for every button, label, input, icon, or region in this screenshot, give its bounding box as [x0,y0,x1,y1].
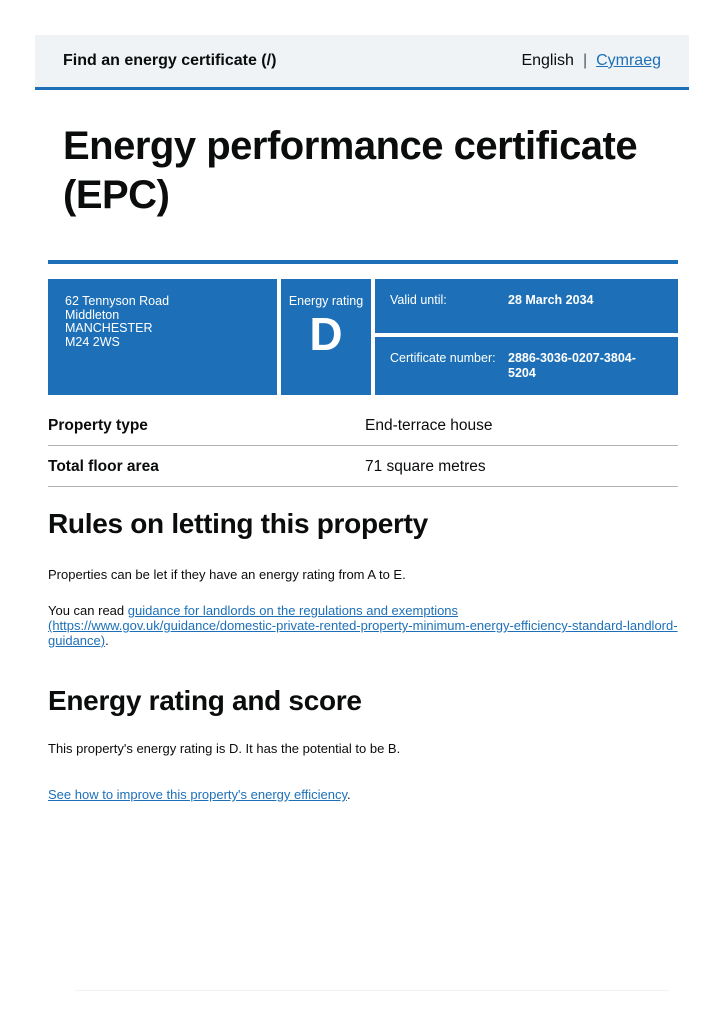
page-title: Energy performance certificate (EPC) [63,124,638,217]
improve-efficiency-link[interactable]: See how to improve this property's energy efficiency [48,787,347,802]
valid-until-box [375,279,678,333]
energy-rating-label: Energy rating [288,294,364,308]
table-row-floor-area [48,446,678,487]
address-line-3: MANCHESTER [65,321,153,335]
language-link-cymraeg[interactable]: Cymraeg [596,52,661,69]
rules-paragraph: Properties can be let if they have an energy rating from A to E. [48,567,406,582]
language-current: English [521,52,574,69]
rating-section-heading: Energy rating and score [48,685,362,716]
guidance-paragraph [48,603,678,648]
site-header [35,35,689,90]
floor-area-value: 71 square metres [365,458,486,475]
service-name-text: Find an energy certificate [63,52,257,69]
service-url-suffix: (/) [256,52,277,69]
language-switcher [521,52,661,70]
property-address [48,279,277,395]
rating-summary-paragraph: This property's energy rating is D. It has the potential to be B. [48,741,401,756]
improve-suffix: . [346,787,351,802]
main-content [48,122,678,802]
address-line-1: 62 Tennyson Road [65,294,170,308]
table-row-property-type [48,405,678,446]
section-rule [48,260,678,264]
certificate-number-value: 2886-3036-0207-3804-5204 [508,351,636,380]
valid-until-value: 28 March 2034 [508,293,594,307]
floor-area-label: Total floor area [48,458,159,475]
valid-until-label: Valid until: [390,293,447,307]
address-line-4: M24 2WS [65,334,120,349]
guidance-prefix: You can read [48,603,128,618]
address-line-2: Middleton [65,307,120,322]
certificate-number-label: Certificate number: [390,351,496,365]
energy-rating-box [281,279,371,395]
property-type-label: Property type [48,417,148,434]
page-bottom-divider [75,990,669,991]
improve-paragraph [48,787,678,802]
certificate-number-box [375,337,678,395]
energy-rating-value: D [309,308,343,360]
certificate-summary-banner [48,279,678,388]
landlord-guidance-link[interactable]: guidance for landlords on the regulations and exemptions (https://www.gov.uk/guidance/domestic-private-rented-property-minimum-energy-efficiency-standard-landlord-guidance) [48,603,678,648]
service-name-link[interactable] [63,52,276,70]
rules-section-heading: Rules on letting this property [48,508,428,539]
certificate-meta-column [375,279,678,395]
guidance-suffix: . [105,633,109,648]
property-type-value: End-terrace house [365,417,493,434]
property-details-table [48,405,678,487]
language-separator: | [582,52,588,69]
